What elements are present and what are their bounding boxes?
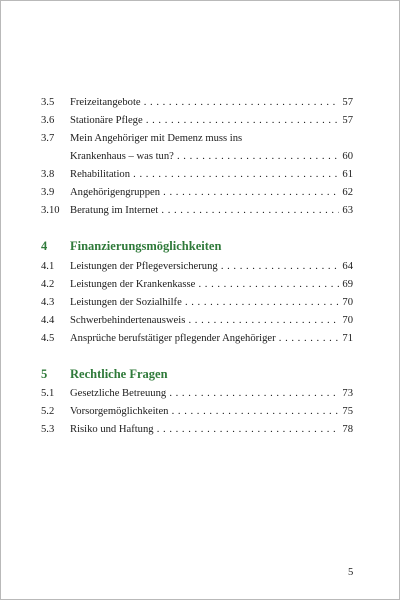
- entry-number: 3.8: [41, 169, 55, 180]
- entry-title: Leistungen der Krankenkasse . . .: [70, 278, 353, 291]
- entry-page: 60: [339, 150, 353, 163]
- page-number: 5: [348, 567, 354, 578]
- entry-number: 5.3: [41, 424, 55, 435]
- entry-page: 63: [339, 204, 353, 217]
- entry-number: 3.6: [41, 115, 55, 126]
- entry-page: 70: [339, 314, 353, 327]
- entry-number: 4.3: [41, 297, 55, 308]
- entry-number: 4.1: [41, 261, 55, 272]
- entry-title-continuation: Krankenhaus – was tun? . . .: [70, 150, 353, 163]
- entry-page: 61: [339, 168, 353, 181]
- entry-page: 69: [339, 278, 353, 291]
- entry-page: 64: [339, 260, 353, 273]
- entry-number: 5.2: [41, 406, 55, 417]
- entry-title: Vorsorgemöglichkeiten . . .: [70, 405, 353, 418]
- entry-title: Leistungen der Sozialhilfe . . .: [70, 296, 353, 309]
- entry-number: 3.5: [41, 97, 55, 108]
- entry-number: 4.2: [41, 279, 55, 290]
- entry-page: 73: [339, 387, 353, 400]
- entry-title: Risiko und Haftung . . .: [70, 423, 353, 436]
- entry-title: Angehörigengruppen . . .: [70, 186, 353, 199]
- entry-number: 4.4: [41, 315, 55, 326]
- entry-title: Ansprüche berufstätiger pflegender Angehöriger . . .: [70, 332, 353, 345]
- chapter-title: Finanzierungsmöglichkeiten: [70, 239, 222, 253]
- entry-number: 3.7: [41, 133, 55, 144]
- entry-page: 78: [339, 423, 353, 436]
- entry-page: 71: [339, 332, 353, 345]
- entry-title: Rehabilitation . . .: [70, 168, 353, 181]
- entry-number: 3.9: [41, 187, 55, 198]
- entry-title: Leistungen der Pflegeversicherung . . .: [70, 260, 353, 273]
- chapter-title: Rechtliche Fragen: [70, 367, 168, 381]
- entry-page: 57: [339, 114, 353, 127]
- entry-title: Stationäre Pflege . . .: [70, 114, 353, 127]
- entry-page: 70: [339, 296, 353, 309]
- entry-title: Schwerbehindertenausweis . . .: [70, 314, 353, 327]
- entry-number: 4.5: [41, 333, 55, 344]
- entry-number: 3.10: [41, 205, 60, 216]
- entry-title: Mein Angehöriger mit Demenz muss ins: [70, 133, 243, 144]
- entry-title: Freizeitangebote . . .: [70, 96, 353, 109]
- entry-page: 62: [339, 186, 353, 199]
- entry-number: 5.1: [41, 388, 55, 399]
- chapter-number: 4: [41, 239, 48, 253]
- entry-page: 75: [339, 405, 353, 418]
- entry-title: Gesetzliche Betreuung . . .: [70, 387, 353, 400]
- entry-page: 57: [339, 96, 353, 109]
- entry-title: Beratung im Internet . . .: [70, 204, 353, 217]
- chapter-number: 5: [41, 367, 48, 381]
